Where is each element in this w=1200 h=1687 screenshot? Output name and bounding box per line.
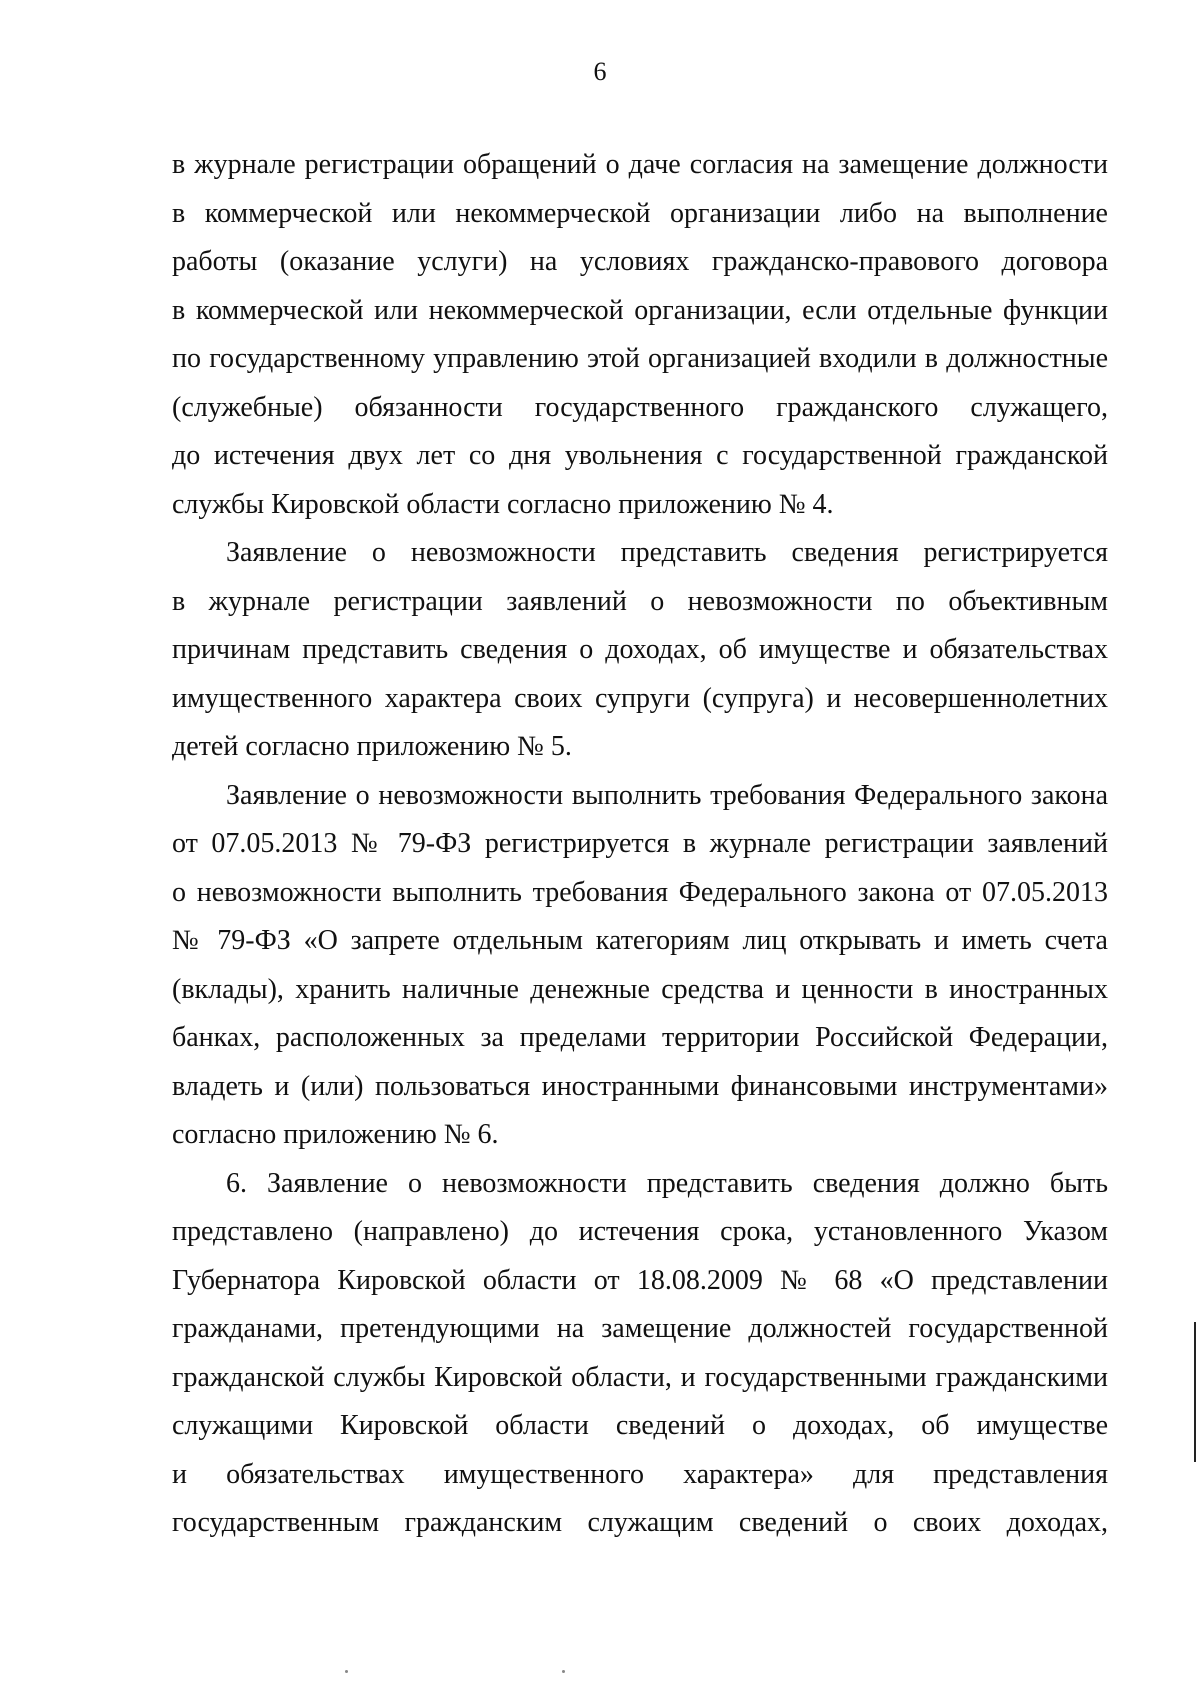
text-line: (служебные) обязанности государственного гражданского служащего, [172,391,1108,423]
text-line: причинам представить сведения о доходах, об имуществе и обязательствах [172,634,1108,665]
text-line: представлено (направлено) до истечения срока, установленного Указом [172,1216,1108,1247]
text-line: банках, расположенных за пределами территории Российской Федерации, [172,1022,1108,1053]
text-line: Заявление о невозможности выполнить требования Федерального закона [226,779,1108,811]
text-line: в коммерческой или некоммерческой организации либо на выполнение [172,197,1108,229]
text-line: владеть и (или) пользоваться иностранными финансовыми инструментами» [172,1070,1108,1102]
scan-edge-line [1194,1322,1196,1462]
paragraph [172,141,1108,529]
text-line: Губернатора Кировской области от 18.08.2009 № 68 «О представлении [172,1264,1108,1296]
document-body [172,141,1108,1548]
text-line: детей согласно приложению № 5. [172,731,572,762]
text-line: имущественного характера своих супруги (супруга) и несовершеннолетних [172,682,1108,714]
text-line: по государственному управлению этой организацией входили в должностные [172,343,1108,374]
text-line: о невозможности выполнить требования Федерального закона от 07.05.2013 [172,876,1108,908]
text-line: служащими Кировской области сведений о доходах, об имуществе [172,1410,1108,1441]
text-line: 6. Заявление о невозможности представить сведения должно быть [226,1167,1108,1199]
text-line: в журнале регистрации заявлений о невозможности по объективным [172,585,1108,617]
text-line: гражданской службы Кировской области, и государственными гражданскими [172,1361,1108,1393]
text-line: Заявление о невозможности представить сведения регистрируется [226,537,1108,568]
text-line: работы (оказание услуги) на условиях гражданско-правового договора [172,246,1108,277]
scan-artifact [562,1670,565,1673]
text-line: службы Кировской области согласно приложению № 4. [172,488,834,520]
text-line: от 07.05.2013 № 79-ФЗ регистрируется в журнале регистрации заявлений [172,828,1108,859]
text-line: и обязательствах имущественного характера» для представления [172,1458,1108,1490]
scan-artifact [345,1670,348,1673]
paragraph [172,772,1108,1160]
page-number: 6 [593,57,607,86]
text-line: государственным гражданским служащим сведений о своих доходах, [172,1507,1108,1538]
text-line: в журнале регистрации обращений о даче согласия на замещение должности [172,149,1108,180]
text-line: гражданами, претендующими на замещение должностей государственной [172,1313,1108,1344]
paragraph [172,1160,1108,1548]
text-line: № 79-ФЗ «О запрете отдельным категориям лиц открывать и иметь счета [172,925,1108,956]
text-line: согласно приложению № 6. [172,1119,499,1150]
text-line: (вклады), хранить наличные денежные средства и ценности в иностранных [172,973,1108,1005]
paragraph [172,529,1108,772]
text-line: до истечения двух лет со дня увольнения с государственной гражданской [172,440,1108,471]
text-line: в коммерческой или некоммерческой организации, если отдельные функции [172,294,1108,326]
